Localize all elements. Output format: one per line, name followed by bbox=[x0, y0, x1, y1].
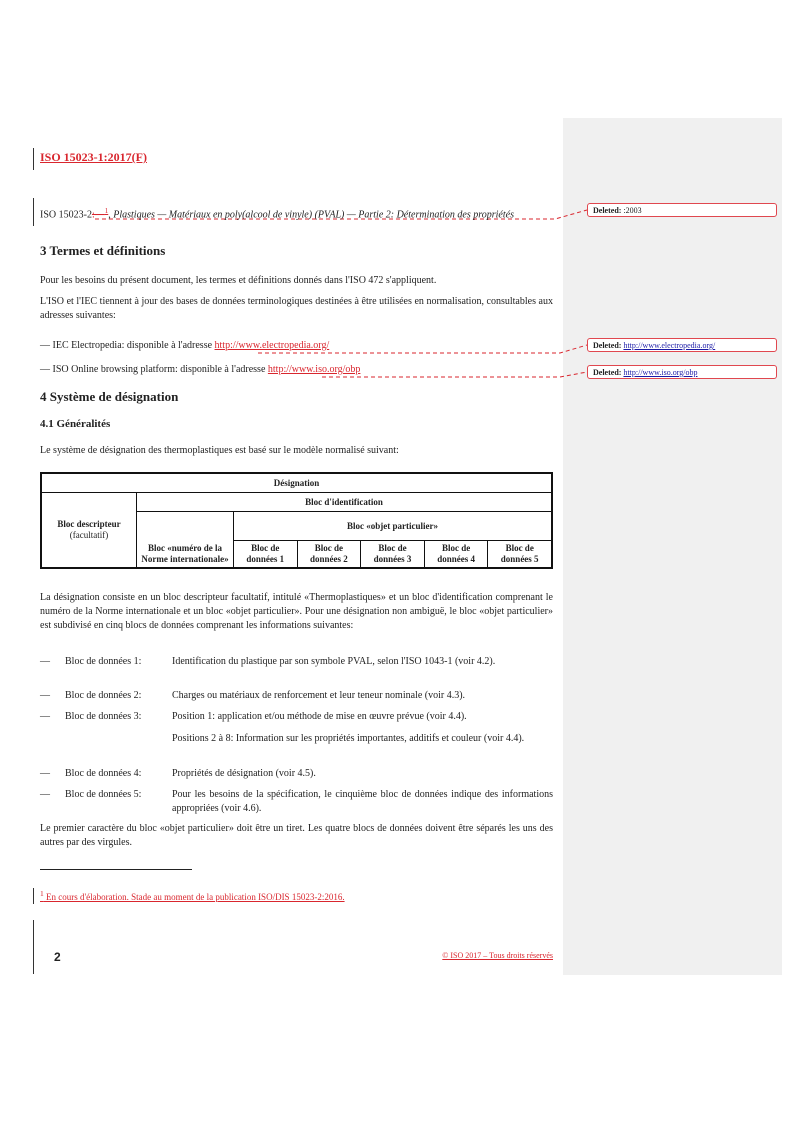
page-number: 2 bbox=[54, 950, 61, 964]
footnote-separator bbox=[40, 869, 192, 870]
comment-deleted-electropedia[interactable] bbox=[587, 338, 777, 352]
comment-link[interactable]: http://www.iso.org/obp bbox=[623, 368, 698, 377]
bullet-obp bbox=[40, 363, 553, 377]
cell-numero: Bloc «numéro de la Norme internationale» bbox=[137, 512, 234, 569]
cell-bloc-2: Bloc de données 2 bbox=[297, 541, 361, 569]
electropedia-link[interactable]: http://www.electropedia.org/ bbox=[214, 340, 330, 351]
paragraph: Pour les besoins du présent document, les termes et définitions donnés dans l'ISO 472 s'appliquent. bbox=[40, 275, 437, 286]
footnote bbox=[40, 889, 345, 902]
comment-text: :2003 bbox=[621, 206, 642, 215]
list-text: Charges ou matériaux de renforcement et leur teneur nominale (voir 4.3). bbox=[172, 690, 466, 701]
paragraph: Le système de désignation des thermoplastiques est basé sur le modèle normalisé suivant: bbox=[40, 445, 399, 456]
list-label: Bloc de données 5: bbox=[65, 789, 142, 800]
paragraph: La désignation consiste en un bloc descripteur facultatif, intitulé «Thermoplastiques» et un bloc d'identification comprenant le numéro de la Norme internationale et un bloc «objet particulier». Pour une désignation non ambiguë, le bloc «objet particulier» est subdivisé en cinq blocs de données comprenant les informations suivantes: bbox=[40, 592, 553, 631]
dash: — bbox=[40, 768, 50, 779]
cell-objet: Bloc «objet particulier» bbox=[234, 512, 553, 541]
footnote-ref[interactable]: 1 bbox=[104, 207, 109, 215]
cell-text: (facultatif) bbox=[69, 530, 109, 540]
cell-bloc-4: Bloc de données 4 bbox=[424, 541, 488, 569]
bullet-electropedia bbox=[40, 339, 553, 353]
section-4-1-heading: 4.1 Généralités bbox=[40, 418, 111, 430]
cell-designation: Désignation bbox=[41, 473, 552, 493]
cell-bloc-3: Bloc de données 3 bbox=[361, 541, 425, 569]
list-text: Position 1: application et/ou méthode de mise en œuvre prévue (voir 4.4). bbox=[172, 711, 467, 722]
cell-identification: Bloc d'identification bbox=[137, 493, 553, 512]
section-4-heading: 4 Système de désignation bbox=[40, 389, 179, 404]
reference-entry: ISO 15023-2:—$^1$, Plastiques — Matériaux en poly(alcool de vinyle) (PVAL) — Partie 2: Détermination des propriétés bbox=[40, 207, 514, 221]
comment-deleted-2003[interactable] bbox=[587, 203, 777, 217]
dash: — bbox=[40, 690, 50, 701]
dash: — bbox=[40, 656, 50, 667]
comment-label: Deleted: bbox=[593, 368, 622, 377]
ref-title: Plastiques — Matériaux en poly(alcool de vinyle) (PVAL) — Partie 2: Détermination des propriétés bbox=[113, 209, 514, 221]
comment-deleted-obp[interactable] bbox=[587, 365, 777, 379]
section-3-heading: 3 Termes et définitions bbox=[40, 243, 166, 258]
cell-text: Bloc descripteur bbox=[57, 519, 121, 529]
deleted-text: :— bbox=[91, 209, 105, 221]
document-header: ISO 15023-1:2017(F) bbox=[40, 150, 147, 164]
change-bar bbox=[33, 888, 34, 904]
footnote-text: En cours d'élaboration. Stade au moment de la publication ISO/DIS 15023-2:2016. bbox=[43, 892, 345, 902]
obp-link[interactable]: http://www.iso.org/obp bbox=[267, 364, 361, 375]
copyright: © ISO 2017 – Tous droits réservés bbox=[442, 951, 553, 960]
comment-label: Deleted: bbox=[593, 206, 622, 215]
change-bar bbox=[33, 198, 34, 226]
bullet-text: — IEC Electropedia: disponible à l'adresse bbox=[40, 340, 215, 351]
change-bar bbox=[33, 920, 34, 974]
paragraph: Le premier caractère du bloc «objet particulier» doit être un tiret. Les quatre blocs de données doivent être séparés les uns des autres par des virgules. bbox=[40, 823, 553, 848]
list-text: Pour les besoins de la spécification, le cinquième bloc de données indique des informations appropriées (voir 4.6). bbox=[172, 789, 553, 814]
comment-label: Deleted: bbox=[593, 341, 622, 350]
dash: — bbox=[40, 789, 50, 800]
list-label: Bloc de données 3: bbox=[65, 711, 142, 722]
cell-descripteur bbox=[41, 493, 137, 569]
list-label: Bloc de données 1: bbox=[65, 656, 142, 667]
list-text: Identification du plastique par son symbole PVAL, selon l'ISO 1043-1 (voir 4.2). bbox=[172, 656, 496, 667]
list-label: Bloc de données 4: bbox=[65, 768, 142, 779]
ref-number: ISO 15023-2 bbox=[40, 209, 92, 221]
cell-bloc-1: Bloc de données 1 bbox=[234, 541, 298, 569]
dash: — bbox=[40, 711, 50, 722]
comment-link[interactable]: http://www.electropedia.org/ bbox=[623, 341, 716, 350]
list-label: Bloc de données 2: bbox=[65, 690, 142, 701]
paragraph: L'ISO et l'IEC tiennent à jour des bases de données terminologiques destinées à être utilisées en normalisation, consultables aux adresses suivantes: bbox=[40, 296, 553, 321]
bullet-text: — ISO Online browsing platform: disponible à l'adresse bbox=[40, 364, 268, 375]
footnote-number: 1 bbox=[40, 889, 44, 898]
list-text: Positions 2 à 8: Information sur les propriétés importantes, additifs et couleur (voir 4.4). bbox=[172, 733, 525, 744]
cell-bloc-5: Bloc de données 5 bbox=[488, 541, 552, 569]
designation-table bbox=[40, 472, 553, 569]
change-bar bbox=[33, 148, 34, 170]
list-text: Propriétés de désignation (voir 4.5). bbox=[172, 768, 316, 779]
